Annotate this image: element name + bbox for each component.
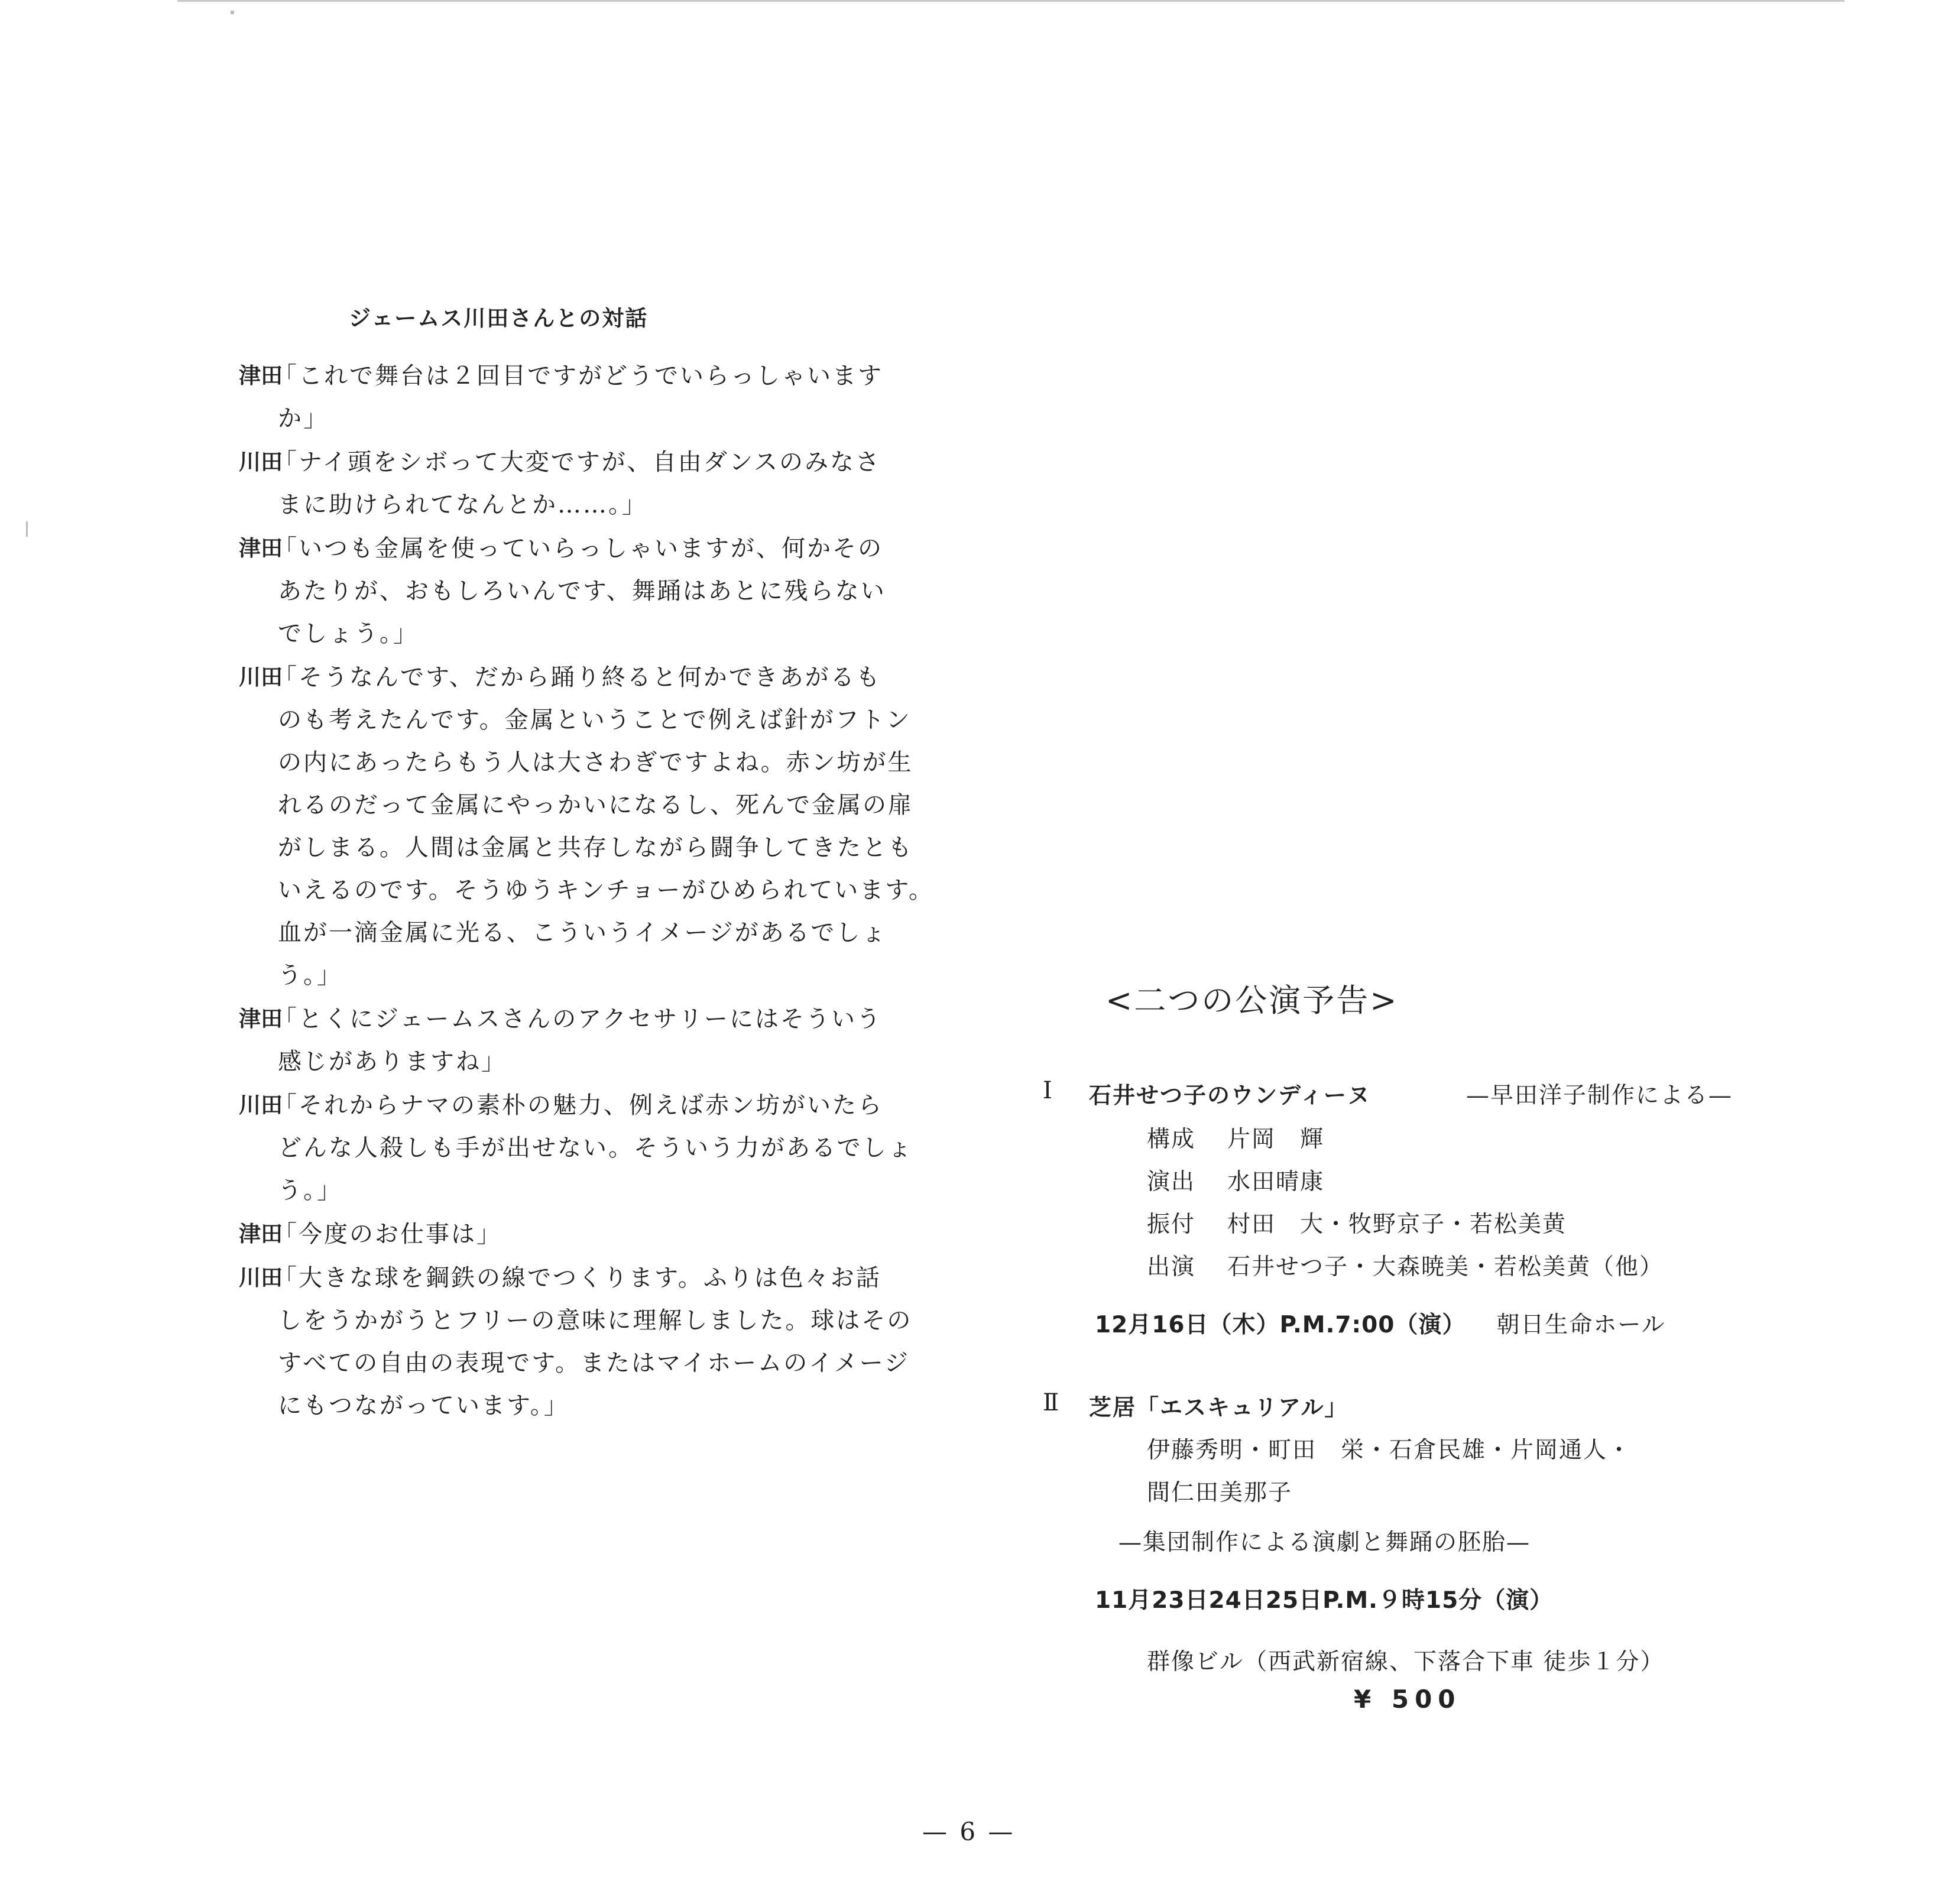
speech-line: のも考えたんです。金属ということで例えば針がフトン: [278, 706, 912, 734]
speech-lines: [273, 527, 886, 655]
schedule-date: 11月23日24日25日P.M.９時15分（演）: [1095, 1587, 1554, 1614]
speech-line: まに助けられてなんとか……。」: [278, 491, 647, 518]
speech-line: すべての自由の表現です。またはマイホームのイメージ: [278, 1350, 910, 1377]
credit-role: 構成: [1147, 1126, 1196, 1153]
speech-line: 「これで舞台は２回目ですがどうでいらっしゃいます: [273, 362, 883, 390]
speech-line: 「いつも金属を使っていらっしゃいますが、何かその: [273, 535, 883, 562]
credit-row: [1147, 1248, 1664, 1282]
speech-line: がしまる。人間は金属と共存しながら闘争してきたとも: [278, 834, 913, 861]
page-number: — 6 —: [922, 1817, 1016, 1846]
performance-schedule: [1095, 1582, 1553, 1615]
speech-line: 「今度のお仕事は」: [273, 1221, 502, 1248]
speaker-name: 川田: [239, 664, 283, 690]
cast-line: 伊藤秀明・町田 栄・石倉民雄・片岡通人・: [1147, 1437, 1632, 1464]
ticket-price: ¥ 500: [1354, 1685, 1461, 1714]
credit-names: 村田 大・牧野京子・若松美黄: [1227, 1211, 1567, 1238]
credit-role: 振付: [1147, 1211, 1196, 1238]
speech-line: 「大きな球を鋼鉄の線でつくります。ふりは色々お話: [273, 1264, 881, 1292]
interview-title: ジェームス川田さんとの対話: [349, 306, 649, 331]
speech-line: う。」: [278, 962, 342, 989]
speech-line: か」: [278, 405, 329, 432]
performance-number: Ⅱ: [1043, 1389, 1059, 1416]
speech-lines: [273, 441, 881, 526]
performance-schedule: [1095, 1306, 1666, 1339]
speaker-name: 津田: [239, 1006, 283, 1032]
credit-names: 水田晴康: [1227, 1169, 1325, 1195]
cast-line: 間仁田美那子: [1147, 1480, 1293, 1506]
performance-number: Ⅰ: [1043, 1077, 1052, 1104]
speech-line: う。」: [278, 1177, 342, 1204]
speech-line: にもつながっています。」: [278, 1392, 569, 1419]
credit-row: [1147, 1163, 1324, 1196]
performance-title: 芝居「エスキュリアル」: [1089, 1394, 1348, 1420]
speech-line: でしょう。」: [278, 620, 419, 647]
speech-lines: [273, 998, 882, 1083]
speaker-name: 川田: [239, 1265, 283, 1290]
credit-row: [1147, 1121, 1324, 1154]
speech-line: の内にあったらもう人は大さわぎですよね。赤ン坊が生: [278, 749, 913, 776]
speech-lines: [273, 355, 883, 440]
speaker-name: 津田: [239, 363, 283, 388]
dialogue-turn: [239, 1084, 948, 1212]
dialogue-turn: [239, 441, 948, 526]
speech-line: 「とくにジェームスさんのアクセサリーにはそういう: [273, 1005, 882, 1033]
speech-lines: [273, 1257, 912, 1427]
announcements-title: <二つの公演予告>: [1105, 982, 1399, 1019]
dialogue-turn: [239, 656, 948, 997]
speaker-name: 津田: [239, 536, 283, 561]
schedule-date: 12月16日（木）P.M.7:00（演）: [1095, 1312, 1466, 1338]
speech-line: あたりが、おもしろいんです、舞踊はあとに残らない: [278, 578, 886, 605]
credit-role: 演出: [1147, 1169, 1196, 1195]
speech-line: しをうかがうとフリーの意味に理解しました。球はその: [278, 1307, 913, 1334]
performance-subtitle: —早田洋子制作による—: [1466, 1082, 1733, 1109]
dialogue-turn: [239, 355, 948, 440]
speaker-name: 津田: [239, 1221, 283, 1247]
schedule-venue: 群像ビル（西武新宿線、下落合下車 徒歩１分）: [1147, 1649, 1665, 1675]
performance-title: 石井せつ子のウンディーヌ: [1089, 1082, 1371, 1108]
schedule-venue: 朝日生命ホール: [1496, 1312, 1666, 1338]
interview-dialogue: [239, 355, 948, 1428]
speaker-name: 川田: [239, 449, 283, 475]
dialogue-turn: [239, 1213, 948, 1256]
dialogue-turn: [239, 1257, 948, 1427]
speech-lines: [273, 1084, 913, 1212]
credit-row: [1147, 1206, 1567, 1239]
performance-description: —集団制作による演劇と舞踊の胚胎—: [1118, 1529, 1531, 1556]
dialogue-turn: [239, 998, 948, 1083]
speech-line: 「それからナマの素朴の魅力、例えば赤ン坊がいたら: [273, 1092, 883, 1119]
speech-line: どんな人殺しも手が出せない。そういう力があるでしょ: [278, 1134, 913, 1162]
speech-line: れるのだって金属にやっかいになるし、死んで金属の扉: [278, 792, 913, 819]
speech-lines: [273, 656, 934, 997]
dialogue-turn: [239, 527, 948, 655]
speech-line: 「そうなんです、だから踊り終ると何かできあがるも: [273, 664, 881, 691]
credit-names: 片岡 輝: [1227, 1126, 1325, 1153]
speech-line: 感じがありますね」: [278, 1048, 507, 1075]
speech-lines: [273, 1213, 502, 1256]
speech-line: 血が一滴金属に光る、こういうイメージがあるでしょ: [278, 919, 887, 946]
speech-line: いえるのです。そうゆうキンチョーがひめられています。: [278, 877, 934, 904]
credit-role: 出演: [1147, 1254, 1196, 1280]
credit-names: 石井せつ子・大森暁美・若松美黄（他）: [1227, 1254, 1664, 1280]
speech-line: 「ナイ頭をシボって大変ですが、自由ダンスのみなさ: [273, 449, 881, 476]
speaker-name: 川田: [239, 1092, 283, 1118]
